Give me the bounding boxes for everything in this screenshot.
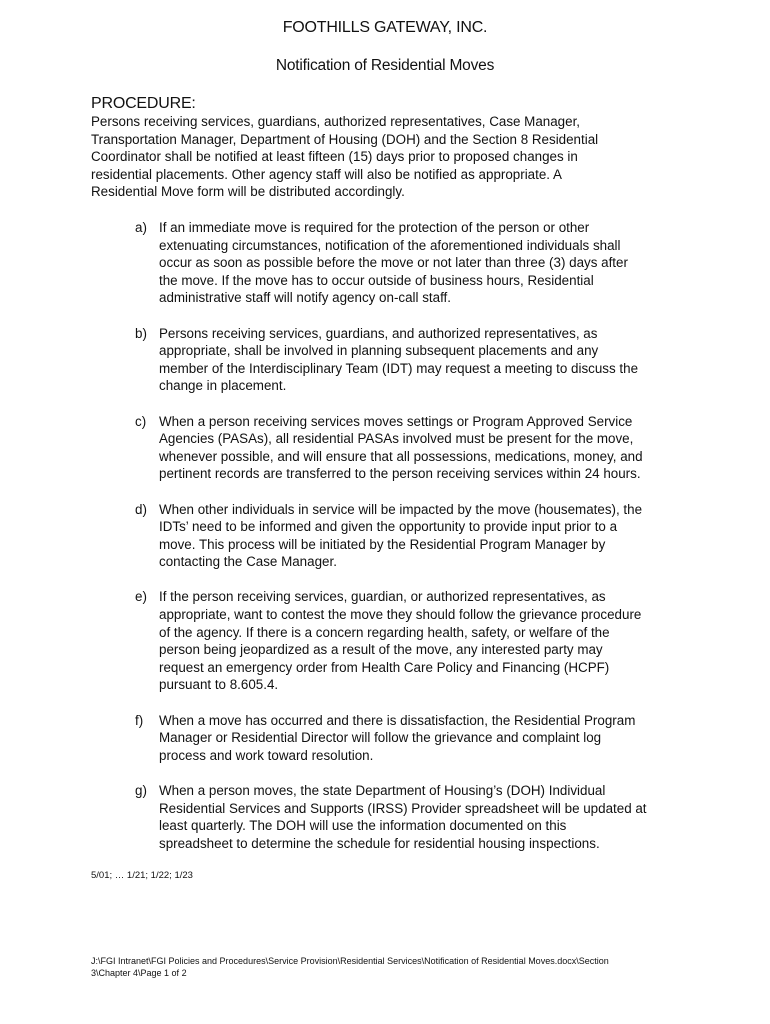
- procedure-list: [135, 219, 685, 870]
- list-item-text: If an immediate move is required for the protection of the person or other extenuating circumstances, notification of the aforementioned individuals shall occur as soon as possible before the move or not later than three (3) days after the move. If the move has to occur outside of business hours, Residential administrative staff will notify agency on-call staff.: [159, 220, 628, 306]
- list-item: [135, 325, 685, 395]
- intro-paragraph: Persons receiving services, guardians, authorized representatives, Case Manager, Transportation Manager, Department of Housing (DOH) and the Section 8 Residential Coordinator shall be notified at least fifteen (15) days prior to proposed changes in residential placements. Other agency staff will also be notified as appropriate. A Residential Move form will be distributed accordingly.: [91, 114, 599, 200]
- list-item: [135, 782, 685, 852]
- list-marker: b): [135, 325, 147, 341]
- list-item-text: Persons receiving services, guardians, and authorized representatives, as appropriate, shall be involved in planning subsequent placements and any member of the Interdisciplinary Team (IDT) may request a meeting to discuss the change in placement.: [159, 325, 639, 394]
- list-marker: e): [135, 589, 147, 605]
- list-item: [135, 413, 685, 483]
- list-marker: g): [135, 783, 147, 798]
- list-item-text: When other individuals in service will be impacted by the move (housemates), the IDTs’ need to be informed and given the opportunity to provide input prior to a move. This process will be initiated by the Residential Program Manager by contacting the Case Manager.: [159, 501, 643, 570]
- document-subtitle: Notification of Residential Moves: [275, 57, 495, 74]
- revision-dates: 5/01; … 1/21; 1/22; 1/23: [91, 870, 193, 881]
- list-item-text: If the person receiving services, guardian, or authorized representatives, as appropriate, want to contest the move they should follow the grievance procedure of the agency. If there is a concern regarding health, safety, or welfare of the person being jeopardized as a result of the move, any interested party may request an emergency order from Health Care Policy and Financing (HCPF) pursuant to 8.605.4.: [159, 589, 642, 693]
- list-item: [135, 501, 685, 571]
- list-item-text: When a person moves, the state Department of Housing’s (DOH) Individual Residential Services and Supports (IRSS) Provider spreadsheet will be updated at least quarterly. The DOH will use the information documented on this spreadsheet to determine the schedule for residential housing inspections.: [159, 783, 647, 851]
- list-item-text: When a move has occurred and there is dissatisfaction, the Residential Program Manager or Residential Director will follow the grievance and complaint log process and work toward resolution.: [159, 712, 636, 763]
- footer-file-path: J:\FGI Intranet\FGI Policies and Procedures\Service Provision\Residential Services\Notification of Residential Moves.docx\Section 3\Chapter 4\Page 1 of 2: [91, 956, 609, 978]
- document-title: FOOTHILLS GATEWAY, INC.: [282, 19, 488, 36]
- list-marker: a): [135, 220, 147, 235]
- list-item-text: When a person receiving services moves settings or Program Approved Service Agencies (PASAs), all residential PASAs involved must be present for the move, whenever possible, and will ensure that all possessions, medications, money, and pertinent records are transferred to the person receiving services within 24 hours.: [159, 413, 643, 482]
- list-item: [135, 712, 685, 765]
- procedure-heading: PROCEDURE:: [91, 95, 196, 112]
- list-marker: c): [135, 413, 147, 429]
- list-marker: d): [135, 501, 147, 517]
- list-item: [135, 219, 685, 307]
- list-marker: f): [135, 712, 144, 728]
- list-item: [135, 588, 685, 694]
